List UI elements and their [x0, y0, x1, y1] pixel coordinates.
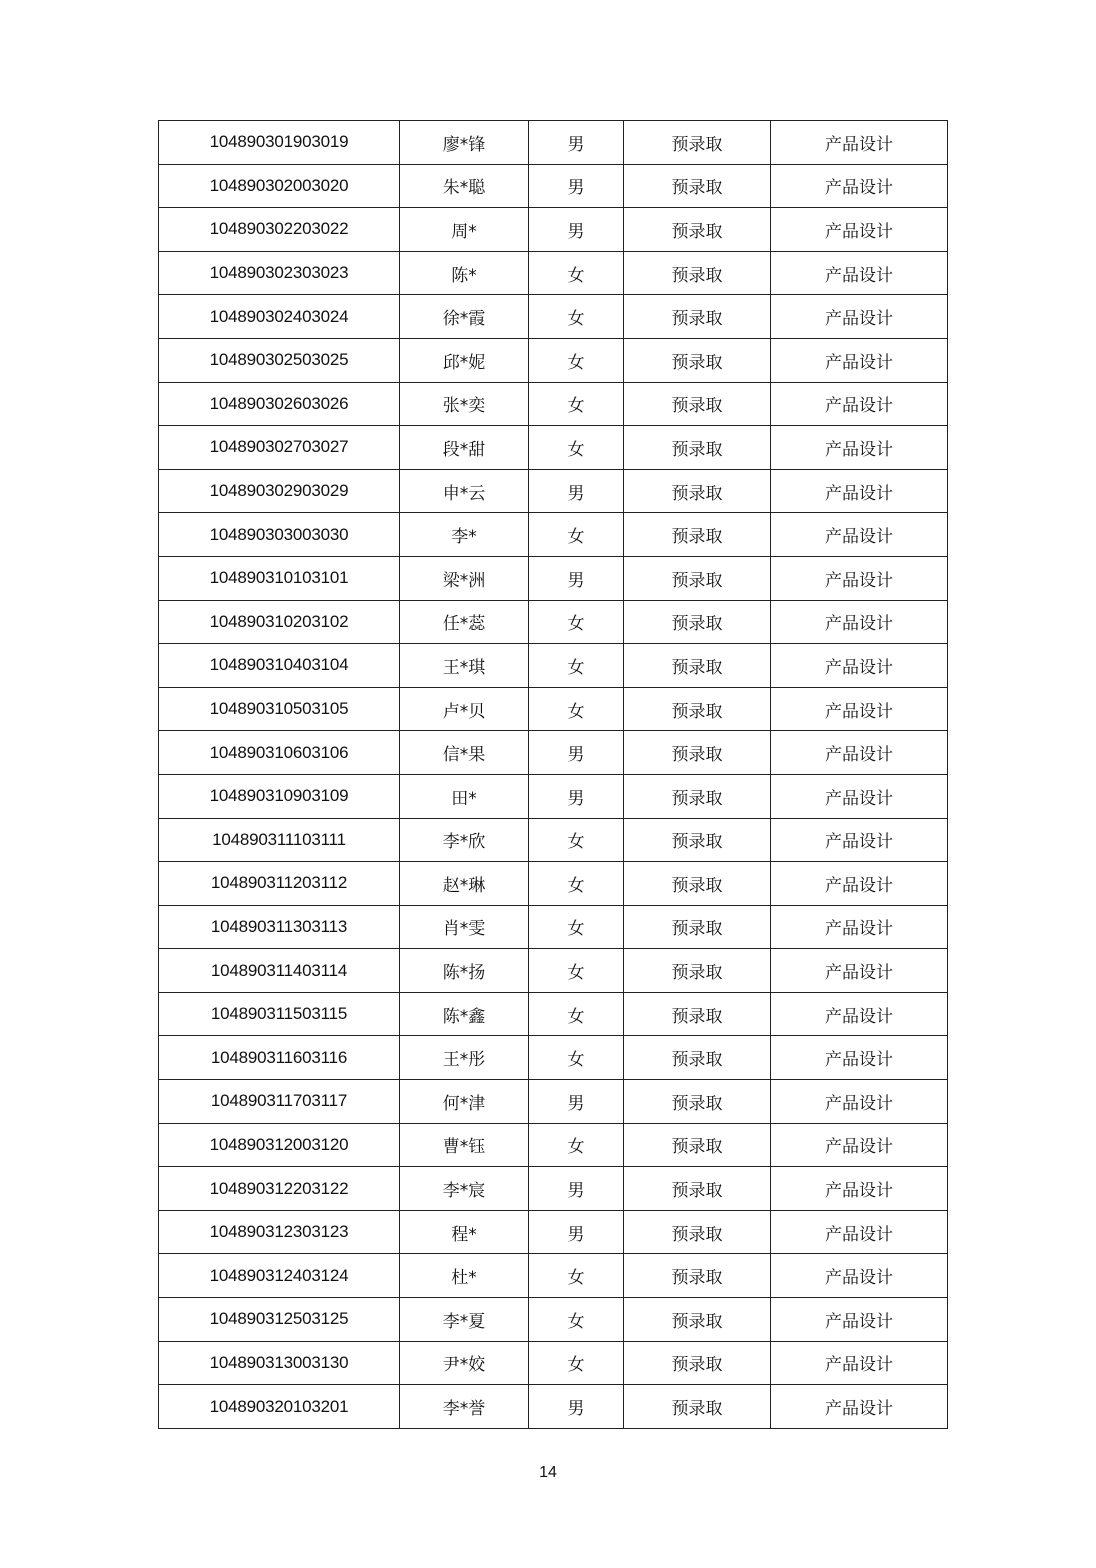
student-id-cell: 104890302703027 — [159, 426, 400, 470]
student-id-cell: 104890310103101 — [159, 556, 400, 600]
table-row — [159, 731, 948, 775]
student-id-cell: 104890312303123 — [159, 1210, 400, 1254]
student-id-cell: 104890310403104 — [159, 644, 400, 688]
admission-status-cell: 预录取 — [624, 556, 771, 600]
student-name-cell: 朱*聪 — [400, 164, 529, 208]
major-cell: 产品设计 — [771, 644, 948, 688]
gender-cell: 女 — [529, 687, 624, 731]
admission-status-cell: 预录取 — [624, 469, 771, 513]
gender-cell: 男 — [529, 731, 624, 775]
major-cell: 产品设计 — [771, 1341, 948, 1385]
major-cell: 产品设计 — [771, 208, 948, 252]
table-row — [159, 1341, 948, 1385]
major-cell: 产品设计 — [771, 338, 948, 382]
table-row — [159, 862, 948, 906]
gender-cell: 女 — [529, 905, 624, 949]
student-id-cell: 104890302203022 — [159, 208, 400, 252]
table-row — [159, 469, 948, 513]
student-id-cell: 104890311503115 — [159, 992, 400, 1036]
student-name-cell: 张*奕 — [400, 382, 529, 426]
gender-cell: 男 — [529, 164, 624, 208]
major-cell: 产品设计 — [771, 426, 948, 470]
table-row — [159, 1210, 948, 1254]
major-cell: 产品设计 — [771, 949, 948, 993]
student-id-cell: 104890320103201 — [159, 1385, 400, 1429]
admission-table-body — [159, 121, 948, 1429]
student-name-cell: 任*蕊 — [400, 600, 529, 644]
gender-cell: 男 — [529, 774, 624, 818]
student-name-cell: 何*津 — [400, 1080, 529, 1124]
admission-status-cell: 预录取 — [624, 687, 771, 731]
gender-cell: 女 — [529, 600, 624, 644]
major-cell: 产品设计 — [771, 1385, 948, 1429]
student-name-cell: 陈* — [400, 251, 529, 295]
student-id-cell: 104890311603116 — [159, 1036, 400, 1080]
student-id-cell: 104890301903019 — [159, 121, 400, 165]
major-cell: 产品设计 — [771, 513, 948, 557]
table-row — [159, 1298, 948, 1342]
major-cell: 产品设计 — [771, 818, 948, 862]
student-id-cell: 104890310903109 — [159, 774, 400, 818]
major-cell: 产品设计 — [771, 251, 948, 295]
table-row — [159, 1385, 948, 1429]
major-cell: 产品设计 — [771, 905, 948, 949]
student-id-cell: 104890312403124 — [159, 1254, 400, 1298]
admission-status-cell: 预录取 — [624, 338, 771, 382]
student-name-cell: 杜* — [400, 1254, 529, 1298]
table-row — [159, 774, 948, 818]
table-row — [159, 426, 948, 470]
table-row — [159, 1167, 948, 1211]
gender-cell: 男 — [529, 1385, 624, 1429]
student-id-cell: 104890302003020 — [159, 164, 400, 208]
student-id-cell: 104890312203122 — [159, 1167, 400, 1211]
student-name-cell: 段*甜 — [400, 426, 529, 470]
admission-status-cell: 预录取 — [624, 600, 771, 644]
gender-cell: 女 — [529, 295, 624, 339]
table-row — [159, 949, 948, 993]
student-id-cell: 104890302603026 — [159, 382, 400, 426]
admission-status-cell: 预录取 — [624, 121, 771, 165]
table-row — [159, 687, 948, 731]
gender-cell: 女 — [529, 992, 624, 1036]
gender-cell: 女 — [529, 1036, 624, 1080]
gender-cell: 女 — [529, 949, 624, 993]
student-name-cell: 申*云 — [400, 469, 529, 513]
table-row — [159, 600, 948, 644]
admission-status-cell: 预录取 — [624, 1210, 771, 1254]
gender-cell: 男 — [529, 208, 624, 252]
gender-cell: 女 — [529, 382, 624, 426]
table-row — [159, 1123, 948, 1167]
student-name-cell: 梁*洲 — [400, 556, 529, 600]
student-id-cell: 104890312003120 — [159, 1123, 400, 1167]
student-id-cell: 104890310203102 — [159, 600, 400, 644]
student-name-cell: 李*誉 — [400, 1385, 529, 1429]
student-id-cell: 104890313003130 — [159, 1341, 400, 1385]
table-row — [159, 1036, 948, 1080]
gender-cell: 男 — [529, 1080, 624, 1124]
major-cell: 产品设计 — [771, 1036, 948, 1080]
student-id-cell: 104890311103111 — [159, 818, 400, 862]
student-name-cell: 王*彤 — [400, 1036, 529, 1080]
major-cell: 产品设计 — [771, 1254, 948, 1298]
admission-status-cell: 预录取 — [624, 1341, 771, 1385]
gender-cell: 女 — [529, 1254, 624, 1298]
table-row — [159, 992, 948, 1036]
gender-cell: 男 — [529, 469, 624, 513]
major-cell: 产品设计 — [771, 1210, 948, 1254]
gender-cell: 女 — [529, 1341, 624, 1385]
admission-status-cell: 预录取 — [624, 513, 771, 557]
student-id-cell: 104890302903029 — [159, 469, 400, 513]
gender-cell: 女 — [529, 862, 624, 906]
student-id-cell: 104890311403114 — [159, 949, 400, 993]
student-id-cell: 104890311703117 — [159, 1080, 400, 1124]
student-name-cell: 王*琪 — [400, 644, 529, 688]
admission-status-cell: 预录取 — [624, 1254, 771, 1298]
page-number: 14 — [539, 1464, 557, 1481]
admission-status-cell: 预录取 — [624, 382, 771, 426]
admission-table — [158, 120, 948, 1429]
student-id-cell: 104890302503025 — [159, 338, 400, 382]
major-cell: 产品设计 — [771, 862, 948, 906]
admission-status-cell: 预录取 — [624, 1123, 771, 1167]
gender-cell: 男 — [529, 556, 624, 600]
student-name-cell: 廖*锋 — [400, 121, 529, 165]
student-name-cell: 信*果 — [400, 731, 529, 775]
admission-status-cell: 预录取 — [624, 426, 771, 470]
admission-status-cell: 预录取 — [624, 208, 771, 252]
admission-status-cell: 预录取 — [624, 1167, 771, 1211]
table-row — [159, 644, 948, 688]
table-row — [159, 1254, 948, 1298]
admission-status-cell: 预录取 — [624, 818, 771, 862]
gender-cell: 女 — [529, 644, 624, 688]
student-name-cell: 周* — [400, 208, 529, 252]
student-id-cell: 104890303003030 — [159, 513, 400, 557]
student-name-cell: 田* — [400, 774, 529, 818]
table-row — [159, 208, 948, 252]
table-row — [159, 382, 948, 426]
gender-cell: 女 — [529, 513, 624, 557]
admission-status-cell: 预录取 — [624, 295, 771, 339]
major-cell: 产品设计 — [771, 556, 948, 600]
table-row — [159, 818, 948, 862]
student-name-cell: 陈*扬 — [400, 949, 529, 993]
major-cell: 产品设计 — [771, 1167, 948, 1211]
gender-cell: 女 — [529, 338, 624, 382]
major-cell: 产品设计 — [771, 164, 948, 208]
table-row — [159, 251, 948, 295]
student-name-cell: 李* — [400, 513, 529, 557]
table-row — [159, 338, 948, 382]
gender-cell: 男 — [529, 121, 624, 165]
table-row — [159, 513, 948, 557]
student-name-cell: 邱*妮 — [400, 338, 529, 382]
admission-status-cell: 预录取 — [624, 1036, 771, 1080]
major-cell: 产品设计 — [771, 600, 948, 644]
major-cell: 产品设计 — [771, 731, 948, 775]
student-id-cell: 104890310503105 — [159, 687, 400, 731]
major-cell: 产品设计 — [771, 1123, 948, 1167]
table-row — [159, 121, 948, 165]
student-name-cell: 李*夏 — [400, 1298, 529, 1342]
student-name-cell: 肖*雯 — [400, 905, 529, 949]
student-name-cell: 陈*鑫 — [400, 992, 529, 1036]
admission-status-cell: 预录取 — [624, 905, 771, 949]
gender-cell: 男 — [529, 1210, 624, 1254]
gender-cell: 女 — [529, 251, 624, 295]
student-name-cell: 李*宸 — [400, 1167, 529, 1211]
table-row — [159, 905, 948, 949]
student-id-cell: 104890302303023 — [159, 251, 400, 295]
major-cell: 产品设计 — [771, 774, 948, 818]
admission-status-cell: 预录取 — [624, 774, 771, 818]
student-name-cell: 尹*姣 — [400, 1341, 529, 1385]
student-id-cell: 104890311203112 — [159, 862, 400, 906]
admission-status-cell: 预录取 — [624, 992, 771, 1036]
student-id-cell: 104890302403024 — [159, 295, 400, 339]
major-cell: 产品设计 — [771, 1080, 948, 1124]
admission-status-cell: 预录取 — [624, 1298, 771, 1342]
table-row — [159, 295, 948, 339]
student-name-cell: 曹*钰 — [400, 1123, 529, 1167]
table-row — [159, 556, 948, 600]
student-name-cell: 卢*贝 — [400, 687, 529, 731]
table-row — [159, 164, 948, 208]
major-cell: 产品设计 — [771, 469, 948, 513]
major-cell: 产品设计 — [771, 687, 948, 731]
major-cell: 产品设计 — [771, 382, 948, 426]
gender-cell: 男 — [529, 1167, 624, 1211]
table-row — [159, 1080, 948, 1124]
admission-status-cell: 预录取 — [624, 644, 771, 688]
admission-status-cell: 预录取 — [624, 164, 771, 208]
student-name-cell: 李*欣 — [400, 818, 529, 862]
major-cell: 产品设计 — [771, 295, 948, 339]
student-id-cell: 104890312503125 — [159, 1298, 400, 1342]
admission-status-cell: 预录取 — [624, 862, 771, 906]
admission-status-cell: 预录取 — [624, 949, 771, 993]
gender-cell: 女 — [529, 1123, 624, 1167]
student-id-cell: 104890311303113 — [159, 905, 400, 949]
admission-status-cell: 预录取 — [624, 251, 771, 295]
gender-cell: 女 — [529, 426, 624, 470]
major-cell: 产品设计 — [771, 121, 948, 165]
admission-status-cell: 预录取 — [624, 1385, 771, 1429]
student-name-cell: 徐*霞 — [400, 295, 529, 339]
admission-status-cell: 预录取 — [624, 731, 771, 775]
student-id-cell: 104890310603106 — [159, 731, 400, 775]
major-cell: 产品设计 — [771, 1298, 948, 1342]
gender-cell: 女 — [529, 1298, 624, 1342]
major-cell: 产品设计 — [771, 992, 948, 1036]
student-name-cell: 程* — [400, 1210, 529, 1254]
gender-cell: 女 — [529, 818, 624, 862]
admission-status-cell: 预录取 — [624, 1080, 771, 1124]
student-name-cell: 赵*琳 — [400, 862, 529, 906]
